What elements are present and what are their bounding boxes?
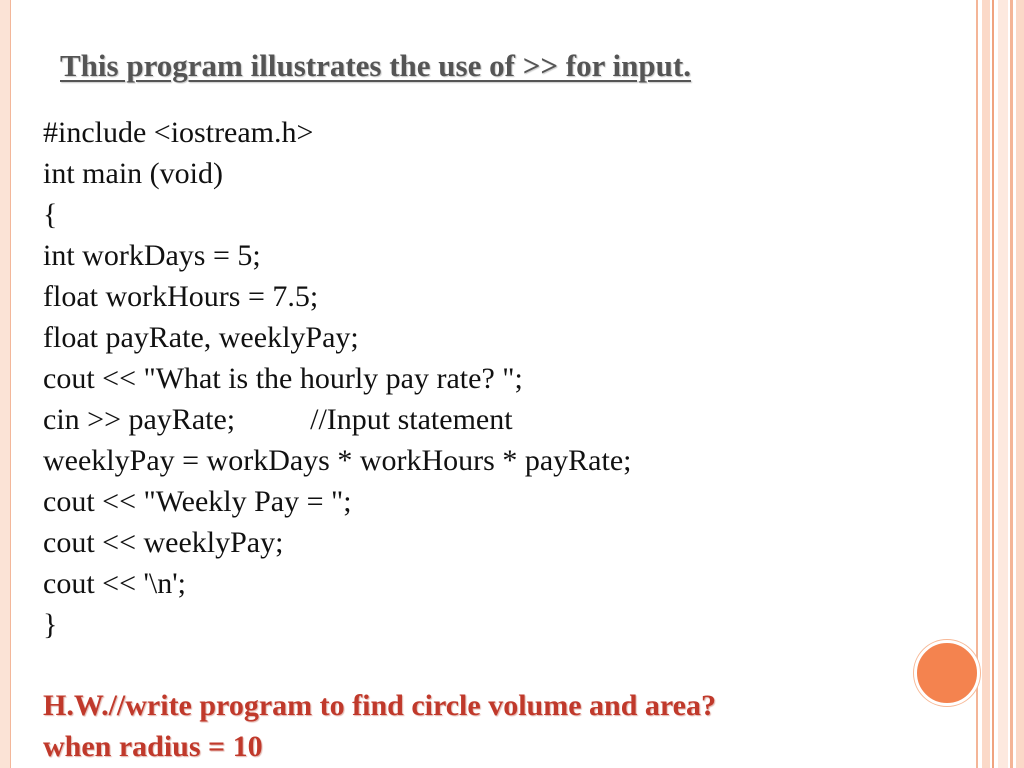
- code-line: weeklyPay = workDays * workHours * payRate;: [43, 444, 632, 477]
- code-line: cin >> payRate; //Input statement: [43, 403, 513, 436]
- stripe: [982, 0, 990, 768]
- left-frame-border: [0, 0, 11, 768]
- code-block: [43, 112, 923, 645]
- code-line: #include <iostream.h>: [43, 116, 314, 149]
- code-line: int main (void): [43, 157, 223, 190]
- right-decorative-stripes: [976, 0, 1024, 768]
- homework-line: H.W.//write program to find circle volume and area?: [43, 689, 716, 722]
- code-line: float payRate, weeklyPay;: [43, 321, 359, 354]
- code-line: }: [43, 608, 58, 641]
- stripe: [992, 0, 994, 768]
- decorative-circle: [914, 640, 980, 706]
- code-line: int workDays = 5;: [43, 239, 261, 272]
- homework-text: [43, 685, 923, 767]
- code-line: float workHours = 7.5;: [43, 280, 319, 313]
- slide-title: This program illustrates the use of >> for input.: [60, 48, 691, 83]
- stripe: [998, 0, 1008, 768]
- code-line: cout << weeklyPay;: [43, 526, 284, 559]
- code-line: {: [43, 198, 58, 231]
- stripe: [1016, 0, 1024, 768]
- stripe: [976, 0, 978, 768]
- code-line: cout << '\n';: [43, 567, 186, 600]
- stripe: [1010, 0, 1013, 768]
- homework-line: when radius = 10: [43, 730, 263, 763]
- code-line: cout << "Weekly Pay = ";: [43, 485, 352, 518]
- code-line: cout << "What is the hourly pay rate? ";: [43, 362, 523, 395]
